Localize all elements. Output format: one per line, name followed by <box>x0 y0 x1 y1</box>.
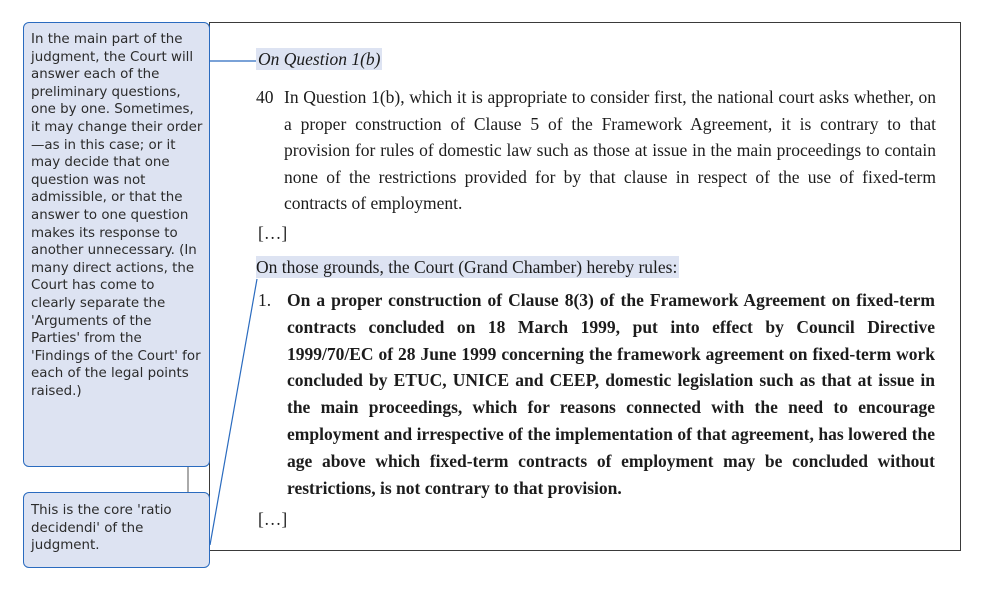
ruling-number: 1. <box>258 290 272 310</box>
ellipsis-omission-1: […] <box>258 223 288 243</box>
paragraph-number: 40 <box>256 87 274 107</box>
paragraph-text: In Question 1(b), which it is appropriate to consider first, the national court asks whether, on a proper construction of Clause 5 of the Framework Agreement, it is contrary to that provision for rules of domestic law such as those at issue in the main proceedings to contain none of the restrictions provided for by that clause in respect of the use of fixed-term contracts of employment. <box>284 87 936 213</box>
question-heading: On Question 1(b) <box>258 49 381 69</box>
structure-annotation-text: In the main part of the judgment, the Court will answer each of the preliminary questions, one by one. Sometimes, it may change their order—as in this case; or it may decide that one question was not admissible, or that the answer to one question makes its response to another unnecessary. (In many direct actions, the Court has come to clearly separate the 'Arguments of the Parties' from the 'Findings of the Court' for each of the legal points raised.) <box>31 32 203 399</box>
ratio-annotation-text: This is the core 'ratio decidendi' of the judgment. <box>31 503 172 554</box>
ruling-text: On a proper construction of Clause 8(3) of the Framework Agreement on fixed-term contracts concluded on 18 March 1999, put into effect by Council Directive 1999/70/EC of 28 June 1999 concerning the framework agreement on fixed-term work concluded by ETUC, UNICE and CEEP, domestic legislation such as that at issue in the main proceedings, which for reasons connected with the need to encourage employment and irrespective of the implementation of that agreement, has lowered the age above which fixed-term contracts of employment may be concluded without restrictions, is not contrary to that provision. <box>287 290 935 498</box>
grounds-heading: On those grounds, the Court (Grand Chamber) hereby rules: <box>256 257 678 277</box>
ratio-annotation <box>23 492 210 568</box>
structure-annotation <box>23 22 210 467</box>
ellipsis-omission-2: […] <box>258 509 288 529</box>
